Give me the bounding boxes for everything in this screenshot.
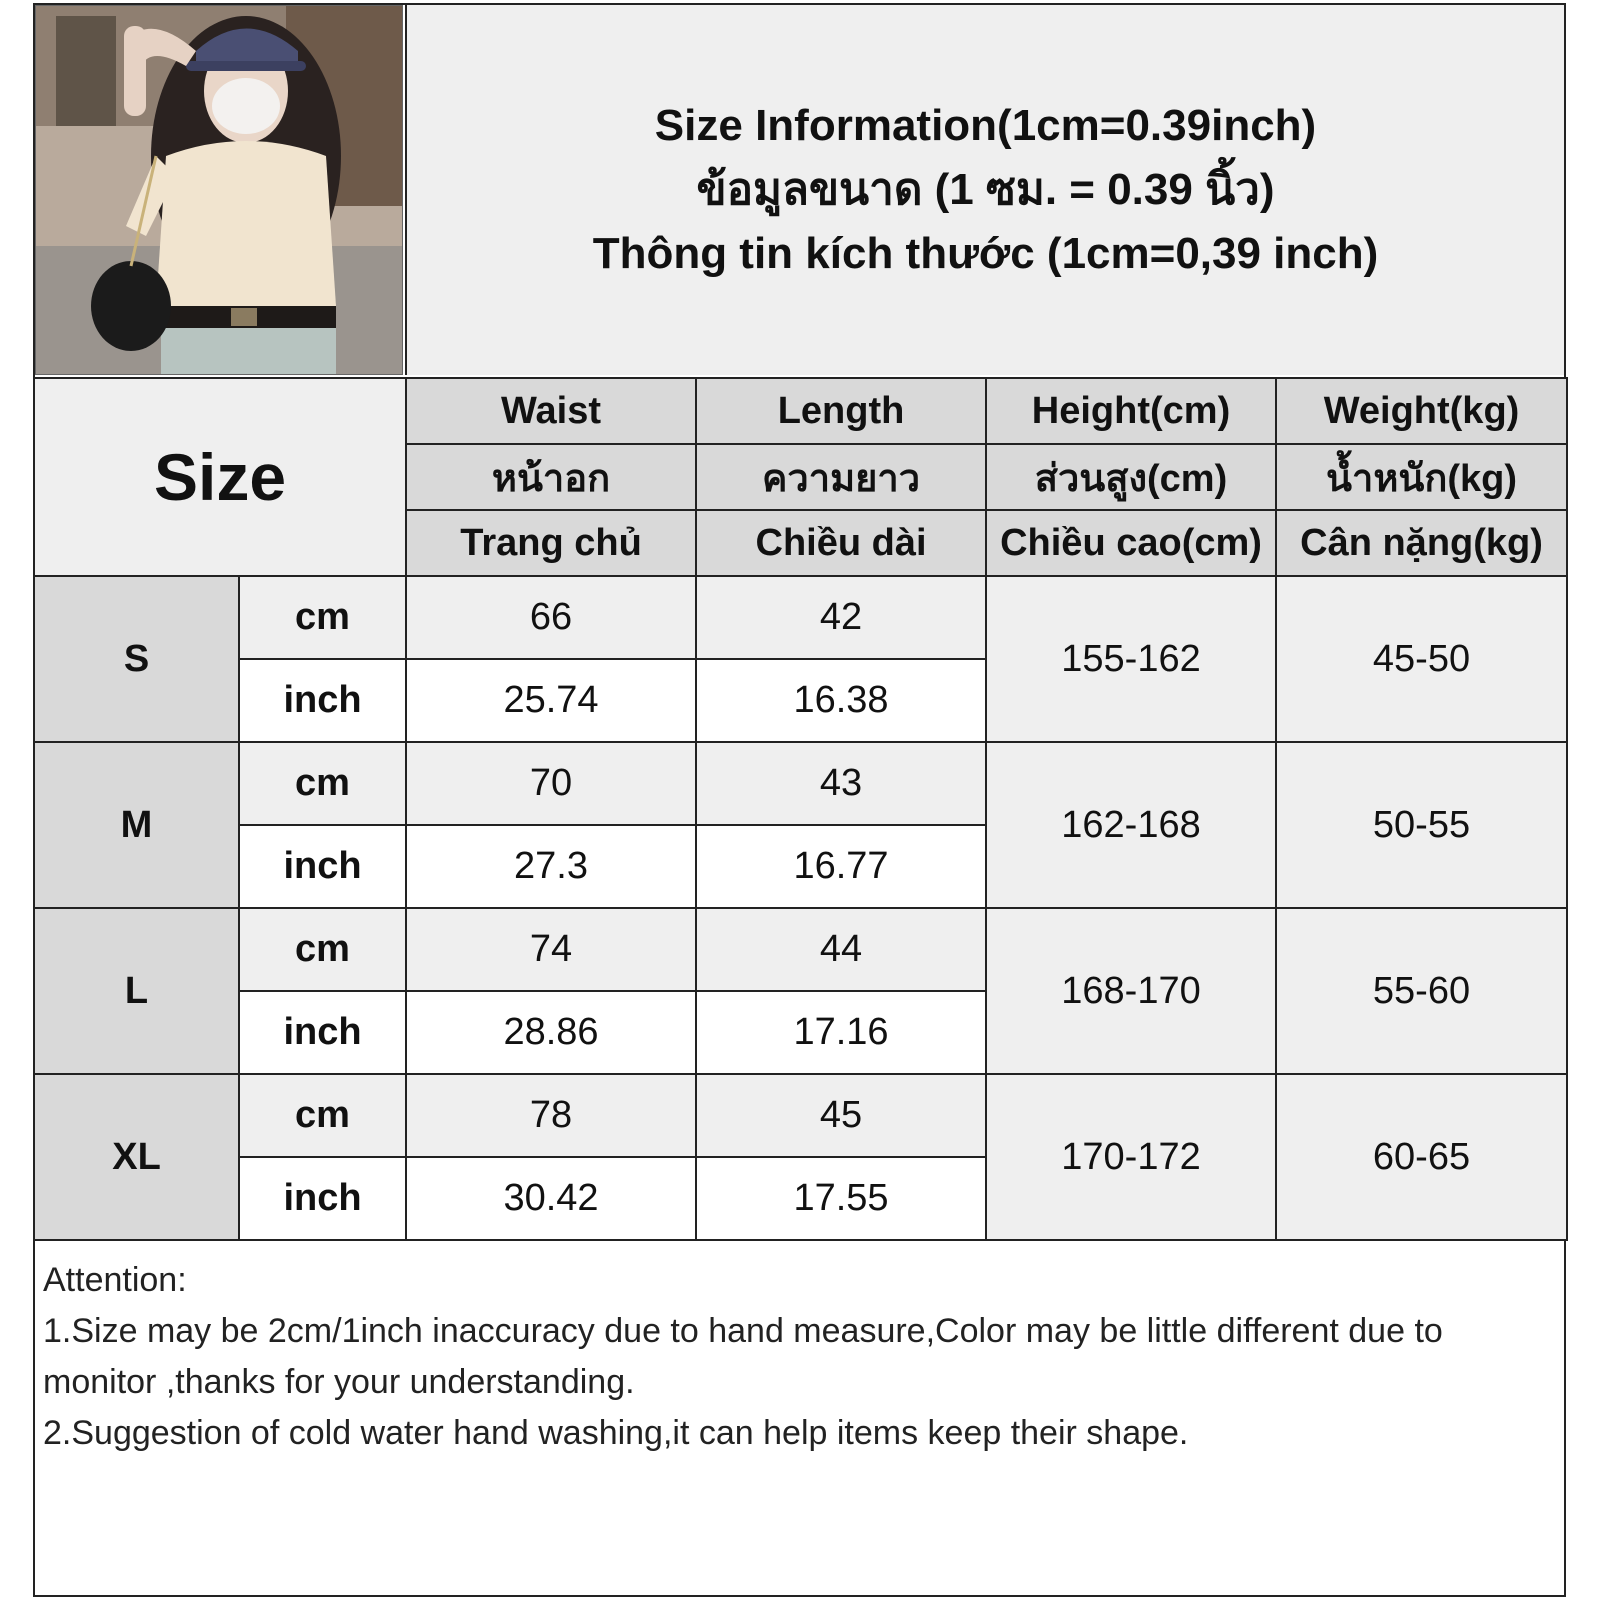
waist-cm: 66 bbox=[406, 576, 696, 659]
length-inch: 17.16 bbox=[696, 991, 986, 1074]
col-height-vi: Chiều cao(cm) bbox=[986, 510, 1276, 576]
length-inch: 17.55 bbox=[696, 1157, 986, 1240]
height-range: 170-172 bbox=[986, 1074, 1276, 1240]
weight-range: 50-55 bbox=[1276, 742, 1567, 908]
size-table bbox=[33, 377, 1568, 1241]
col-length-th: ความยาว bbox=[696, 444, 986, 510]
product-photo bbox=[35, 5, 403, 375]
attention-item-1: 1.Size may be 2cm/1inch inaccuracy due to hand measure,Color may be little different due to monitor ,thanks for your understanding. bbox=[43, 1312, 1443, 1401]
length-cm: 43 bbox=[696, 742, 986, 825]
col-waist-th: หน้าอก bbox=[406, 444, 696, 510]
col-waist-vi: Trang chủ bbox=[406, 510, 696, 576]
unit-cm: cm bbox=[239, 742, 406, 825]
height-range: 162-168 bbox=[986, 742, 1276, 908]
unit-cm: cm bbox=[239, 576, 406, 659]
unit-inch: inch bbox=[239, 991, 406, 1074]
col-waist-en: Waist bbox=[406, 378, 696, 444]
waist-cm: 78 bbox=[406, 1074, 696, 1157]
unit-inch: inch bbox=[239, 659, 406, 742]
length-inch: 16.38 bbox=[696, 659, 986, 742]
attention-heading: Attention: bbox=[43, 1261, 187, 1299]
unit-cm: cm bbox=[239, 908, 406, 991]
size-header: Size bbox=[34, 378, 406, 576]
size-label-xl: XL bbox=[34, 1074, 239, 1240]
size-label-l: L bbox=[34, 908, 239, 1074]
unit-cm: cm bbox=[239, 1074, 406, 1157]
unit-inch: inch bbox=[239, 825, 406, 908]
waist-cm: 74 bbox=[406, 908, 696, 991]
col-height-th: ส่วนสูง(cm) bbox=[986, 444, 1276, 510]
col-length-en: Length bbox=[696, 378, 986, 444]
waist-inch: 28.86 bbox=[406, 991, 696, 1074]
unit-inch: inch bbox=[239, 1157, 406, 1240]
size-label-s: S bbox=[34, 576, 239, 742]
height-range: 155-162 bbox=[986, 576, 1276, 742]
waist-inch: 30.42 bbox=[406, 1157, 696, 1240]
attention-item-2: 2.Suggestion of cold water hand washing,it can help items keep their shape. bbox=[43, 1414, 1189, 1452]
height-range: 168-170 bbox=[986, 908, 1276, 1074]
size-label-m: M bbox=[34, 742, 239, 908]
weight-range: 45-50 bbox=[1276, 576, 1567, 742]
attention-notes bbox=[35, 1255, 1560, 1459]
length-inch: 16.77 bbox=[696, 825, 986, 908]
title-vietnamese: Thông tin kích thước (1cm=0,39 inch) bbox=[592, 229, 1379, 278]
waist-inch: 27.3 bbox=[406, 825, 696, 908]
weight-range: 60-65 bbox=[1276, 1074, 1567, 1240]
length-cm: 44 bbox=[696, 908, 986, 991]
title-block bbox=[405, 5, 1564, 375]
weight-range: 55-60 bbox=[1276, 908, 1567, 1074]
waist-cm: 70 bbox=[406, 742, 696, 825]
length-cm: 45 bbox=[696, 1074, 986, 1157]
col-weight-th: น้ำหนัก(kg) bbox=[1276, 444, 1567, 510]
waist-inch: 25.74 bbox=[406, 659, 696, 742]
model-photo-illustration bbox=[36, 6, 403, 375]
col-weight-en: Weight(kg) bbox=[1276, 378, 1567, 444]
col-length-vi: Chiều dài bbox=[696, 510, 986, 576]
title-thai: ข้อมูลขนาด (1 ซม. = 0.39 นิ้ว) bbox=[696, 165, 1275, 214]
length-cm: 42 bbox=[696, 576, 986, 659]
title-english: Size Information(1cm=0.39inch) bbox=[654, 101, 1317, 150]
col-height-en: Height(cm) bbox=[986, 378, 1276, 444]
col-weight-vi: Cân nặng(kg) bbox=[1276, 510, 1567, 576]
